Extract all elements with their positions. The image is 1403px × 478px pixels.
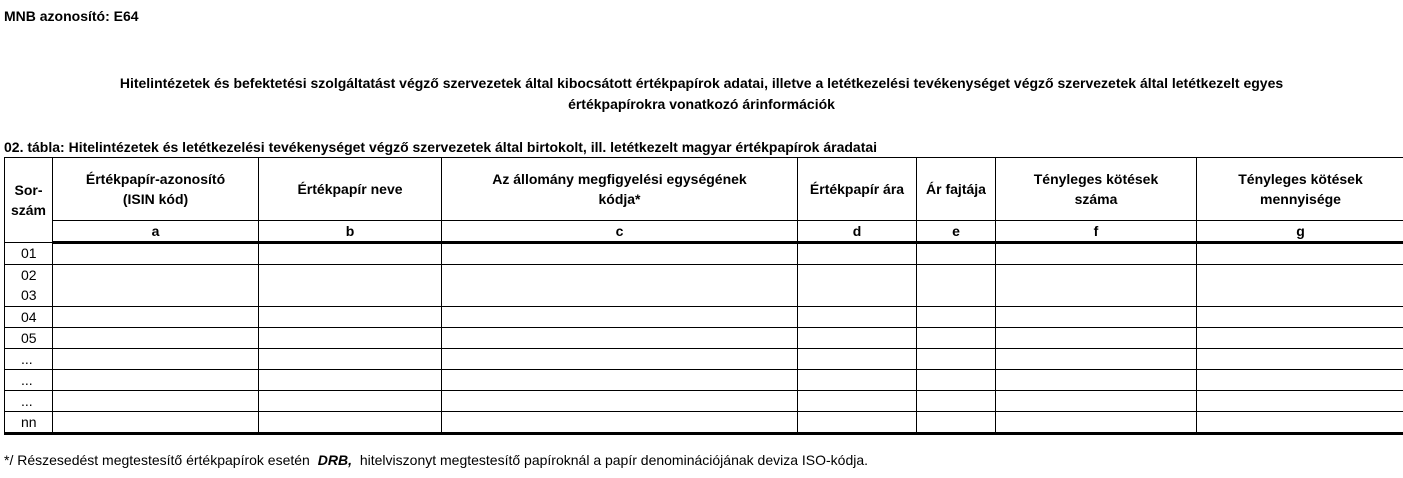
cell-unit-code[interactable] [442, 370, 798, 391]
cell-isin[interactable] [53, 391, 259, 412]
cell-isin[interactable] [53, 307, 259, 328]
column-letter-row [5, 221, 1403, 243]
footnote-drb: DRB, [317, 452, 352, 468]
cell-name[interactable] [259, 412, 442, 434]
cell-price[interactable] [798, 243, 917, 265]
price-data-table [4, 157, 1403, 435]
cell-isin[interactable] [53, 328, 259, 349]
cell-name[interactable] [259, 328, 442, 349]
cell-name[interactable] [259, 370, 442, 391]
footnote-prefix: */ Részesedést megtestesítő értékpapírok esetén [4, 452, 310, 468]
col-header-isin-line2: (ISIN kód) [122, 191, 189, 207]
cell-price[interactable] [798, 412, 917, 434]
col-header-count-line1: Tényleges kötések [1033, 171, 1159, 187]
row-number-02: 02 [21, 267, 37, 283]
col-header-price: Értékpapír ára [798, 158, 917, 221]
row-number: 04 [5, 307, 53, 328]
cell-trade-count[interactable] [996, 349, 1197, 370]
table-row [5, 328, 1403, 349]
row-number: ... [5, 349, 53, 370]
row-number [5, 265, 53, 307]
cell-trade-quantity[interactable] [1197, 412, 1403, 434]
cell-isin[interactable] [53, 370, 259, 391]
document-title-line-2: értékpapírokra vonatkozó árinformációk [568, 96, 835, 112]
col-header-trade-quantity [1197, 158, 1403, 221]
row-number: ... [5, 370, 53, 391]
col-header-qty-line1: Tényleges kötések [1238, 171, 1363, 187]
cell-trade-count[interactable] [996, 307, 1197, 328]
table-row [5, 370, 1403, 391]
cell-unit-code[interactable] [442, 328, 798, 349]
cell-isin[interactable] [53, 265, 259, 307]
cell-name[interactable] [259, 307, 442, 328]
col-letter-e: e [917, 221, 996, 243]
table-row [5, 412, 1403, 434]
cell-price[interactable] [798, 349, 917, 370]
col-letter-b: b [259, 221, 442, 243]
col-letter-g: g [1197, 221, 1403, 243]
cell-trade-quantity[interactable] [1197, 349, 1403, 370]
cell-name[interactable] [259, 391, 442, 412]
col-header-unit-code [442, 158, 798, 221]
cell-name[interactable] [259, 243, 442, 265]
col-letter-c: c [442, 221, 798, 243]
cell-trade-count[interactable] [996, 243, 1197, 265]
col-header-count-line2: száma [1074, 191, 1118, 207]
cell-price[interactable] [798, 391, 917, 412]
footnote [4, 452, 868, 468]
cell-price-type[interactable] [917, 328, 996, 349]
col-header-trade-count [996, 158, 1197, 221]
cell-trade-quantity[interactable] [1197, 307, 1403, 328]
cell-price[interactable] [798, 307, 917, 328]
cell-price-type[interactable] [917, 391, 996, 412]
cell-trade-quantity[interactable] [1197, 391, 1403, 412]
col-header-sorszam-line1: Sor- [14, 182, 43, 198]
cell-price-type[interactable] [917, 243, 996, 265]
cell-isin[interactable] [53, 412, 259, 434]
row-number: nn [5, 412, 53, 434]
col-header-unit-line1: Az állomány megfigyelési egységének [492, 171, 747, 187]
table-row [5, 265, 1403, 307]
cell-isin[interactable] [53, 243, 259, 265]
table-row [5, 307, 1403, 328]
row-number: 05 [5, 328, 53, 349]
cell-unit-code[interactable] [442, 265, 798, 307]
row-number-03: 03 [21, 287, 37, 303]
col-header-isin [53, 158, 259, 221]
cell-price-type[interactable] [917, 370, 996, 391]
cell-price-type[interactable] [917, 349, 996, 370]
cell-isin[interactable] [53, 349, 259, 370]
col-letter-f: f [996, 221, 1197, 243]
cell-trade-count[interactable] [996, 391, 1197, 412]
cell-trade-count[interactable] [996, 370, 1197, 391]
cell-price-type[interactable] [917, 265, 996, 307]
row-number: ... [5, 391, 53, 412]
cell-name[interactable] [259, 349, 442, 370]
cell-price-type[interactable] [917, 412, 996, 434]
table-header-row [5, 158, 1403, 221]
cell-unit-code[interactable] [442, 243, 798, 265]
mnb-identifier: MNB azonosító: E64 [4, 8, 139, 24]
cell-trade-quantity[interactable] [1197, 370, 1403, 391]
cell-trade-count[interactable] [996, 265, 1197, 307]
col-header-qty-line2: mennyisége [1260, 191, 1341, 207]
document-title-line-1: Hitelintézetek és befektetési szolgáltatást végző szervezetek által kibocsátott értékpapírok adatai, illetve a letétkezelési tevékenységet végző szervezetek által letétkezelt egyes [119, 75, 1284, 91]
col-header-sorszam [5, 158, 53, 243]
cell-unit-code[interactable] [442, 307, 798, 328]
cell-unit-code[interactable] [442, 391, 798, 412]
cell-price[interactable] [798, 265, 917, 307]
table-row [5, 349, 1403, 370]
cell-price[interactable] [798, 370, 917, 391]
row-number: 01 [5, 243, 53, 265]
footnote-suffix: hitelviszonyt megtestesítő papíroknál a papír denominációjának deviza ISO-kódja. [359, 452, 869, 468]
col-letter-d: d [798, 221, 917, 243]
cell-price[interactable] [798, 328, 917, 349]
table-caption: 02. tábla: Hitelintézetek és letétkezelési tevékenységet végző szervezetek által birtokolt, ill. letétkezelt magyar értékpapírok áradatai [4, 139, 878, 155]
col-header-price-type: Ár fajtája [917, 158, 996, 221]
cell-price-type[interactable] [917, 307, 996, 328]
col-header-isin-line1: Értékpapír-azonosító [85, 171, 226, 187]
col-header-name: Értékpapír neve [259, 158, 442, 221]
cell-name[interactable] [259, 265, 442, 307]
cell-trade-quantity[interactable] [1197, 265, 1403, 307]
table-row [5, 391, 1403, 412]
cell-trade-count[interactable] [996, 412, 1197, 434]
document-title [0, 73, 1403, 115]
table-row [5, 243, 1403, 265]
cell-trade-quantity[interactable] [1197, 328, 1403, 349]
col-letter-a: a [53, 221, 259, 243]
cell-unit-code[interactable] [442, 412, 798, 434]
cell-trade-quantity[interactable] [1197, 243, 1403, 265]
col-header-sorszam-line2: szám [10, 202, 47, 218]
cell-unit-code[interactable] [442, 349, 798, 370]
cell-trade-count[interactable] [996, 328, 1197, 349]
col-header-unit-line2: kódja* [598, 191, 641, 207]
